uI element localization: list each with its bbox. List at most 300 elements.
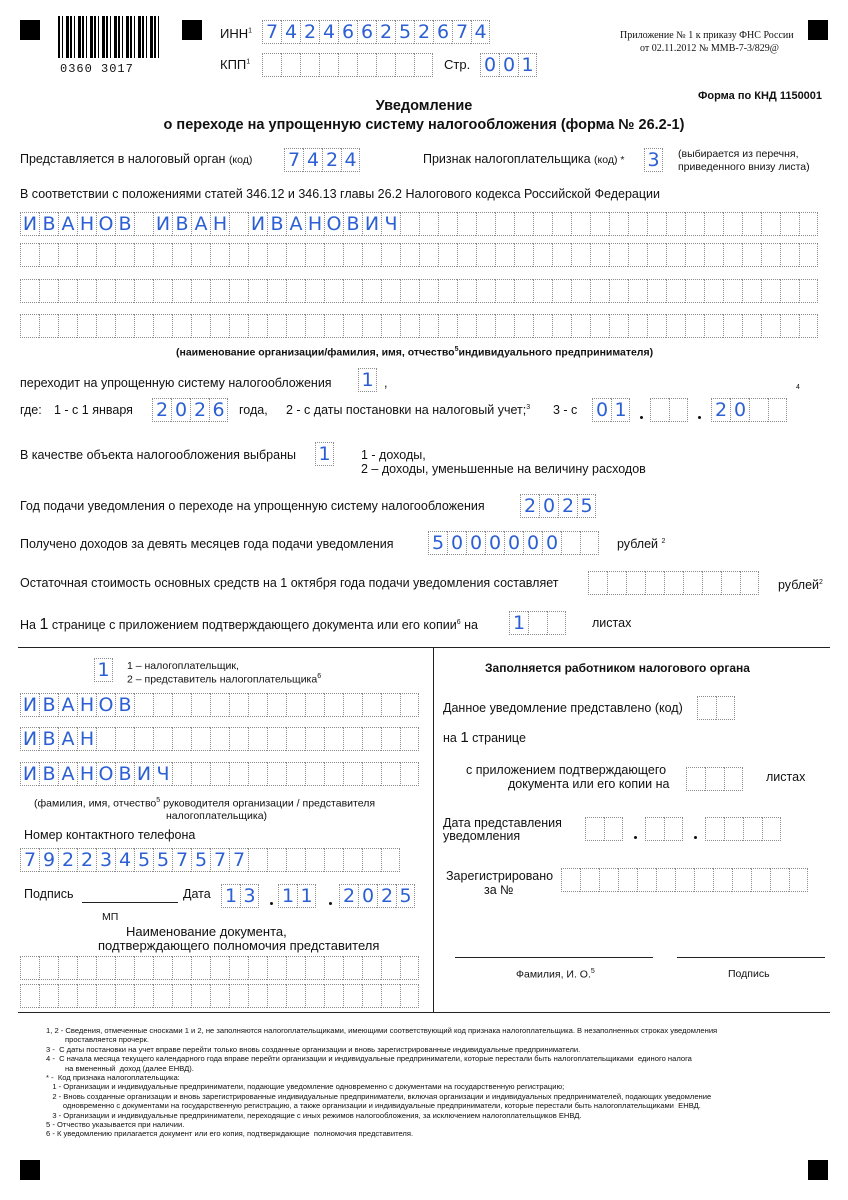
- char-cell[interactable]: 5: [396, 884, 415, 908]
- char-cell[interactable]: В: [39, 693, 58, 717]
- char-cell[interactable]: [533, 243, 552, 267]
- char-cell[interactable]: [305, 848, 324, 872]
- char-cell[interactable]: [400, 314, 419, 338]
- char-cell[interactable]: [39, 279, 58, 303]
- char-cell[interactable]: В: [39, 727, 58, 751]
- char-cell[interactable]: [134, 956, 153, 980]
- char-cell[interactable]: [419, 243, 438, 267]
- char-cell[interactable]: Н: [210, 212, 229, 236]
- char-cell[interactable]: [381, 279, 400, 303]
- char-cell[interactable]: [229, 243, 248, 267]
- char-cell[interactable]: [172, 279, 191, 303]
- month-field[interactable]: [650, 398, 688, 422]
- char-cell[interactable]: [685, 212, 704, 236]
- char-cell[interactable]: [191, 956, 210, 980]
- char-cell[interactable]: 1: [94, 658, 113, 682]
- page-number-field[interactable]: [480, 53, 537, 77]
- char-cell[interactable]: [20, 956, 39, 980]
- char-cell[interactable]: [191, 314, 210, 338]
- char-cell[interactable]: [324, 848, 343, 872]
- char-cell[interactable]: [400, 279, 419, 303]
- char-cell[interactable]: Н: [77, 693, 96, 717]
- char-cell[interactable]: [319, 53, 338, 77]
- char-cell[interactable]: [305, 693, 324, 717]
- char-cell[interactable]: [716, 696, 735, 720]
- char-cell[interactable]: [362, 848, 381, 872]
- char-cell[interactable]: [666, 212, 685, 236]
- char-cell[interactable]: [362, 727, 381, 751]
- char-cell[interactable]: [77, 314, 96, 338]
- char-cell[interactable]: 1: [611, 398, 630, 422]
- char-cell[interactable]: И: [20, 762, 39, 786]
- char-cell[interactable]: 6: [209, 398, 228, 422]
- char-cell[interactable]: [742, 212, 761, 236]
- char-cell[interactable]: [39, 956, 58, 980]
- char-cell[interactable]: [96, 984, 115, 1008]
- char-cell[interactable]: [58, 314, 77, 338]
- char-cell[interactable]: 4: [303, 148, 322, 172]
- char-cell[interactable]: [395, 53, 414, 77]
- char-cell[interactable]: [438, 243, 457, 267]
- char-cell[interactable]: [286, 848, 305, 872]
- char-cell[interactable]: [39, 314, 58, 338]
- char-cell[interactable]: [724, 767, 743, 791]
- char-cell[interactable]: [324, 314, 343, 338]
- char-cell[interactable]: [721, 571, 740, 595]
- char-cell[interactable]: [324, 727, 343, 751]
- char-cell[interactable]: [495, 243, 514, 267]
- char-cell[interactable]: [742, 243, 761, 267]
- char-cell[interactable]: [647, 243, 666, 267]
- char-cell[interactable]: [286, 956, 305, 980]
- char-cell[interactable]: [248, 693, 267, 717]
- sign-year-field[interactable]: [339, 884, 415, 908]
- char-cell[interactable]: [210, 727, 229, 751]
- char-cell[interactable]: [762, 817, 781, 841]
- char-cell[interactable]: [248, 984, 267, 1008]
- office-code-field[interactable]: [697, 696, 735, 720]
- char-cell[interactable]: [229, 212, 248, 236]
- first-name-field[interactable]: [20, 727, 419, 751]
- char-cell[interactable]: [58, 984, 77, 1008]
- char-cell[interactable]: [210, 762, 229, 786]
- char-cell[interactable]: [324, 279, 343, 303]
- char-cell[interactable]: [362, 956, 381, 980]
- char-cell[interactable]: [324, 956, 343, 980]
- char-cell[interactable]: [742, 314, 761, 338]
- char-cell[interactable]: [476, 279, 495, 303]
- char-cell[interactable]: [343, 727, 362, 751]
- char-cell[interactable]: [547, 611, 566, 635]
- char-cell[interactable]: [229, 984, 248, 1008]
- char-cell[interactable]: [134, 727, 153, 751]
- char-cell[interactable]: [39, 243, 58, 267]
- char-cell[interactable]: [571, 314, 590, 338]
- char-cell[interactable]: [96, 727, 115, 751]
- char-cell[interactable]: [400, 956, 419, 980]
- char-cell[interactable]: [704, 279, 723, 303]
- char-cell[interactable]: [362, 762, 381, 786]
- char-cell[interactable]: [357, 53, 376, 77]
- char-cell[interactable]: Н: [305, 212, 324, 236]
- char-cell[interactable]: 5: [191, 848, 210, 872]
- char-cell[interactable]: [20, 279, 39, 303]
- char-cell[interactable]: [381, 956, 400, 980]
- char-cell[interactable]: [438, 279, 457, 303]
- doc-row[interactable]: [20, 984, 419, 1008]
- surname-field[interactable]: [20, 693, 419, 717]
- char-cell[interactable]: 0: [171, 398, 190, 422]
- char-cell[interactable]: [115, 984, 134, 1008]
- char-cell[interactable]: [495, 212, 514, 236]
- char-cell[interactable]: Н: [77, 212, 96, 236]
- char-cell[interactable]: [210, 279, 229, 303]
- char-cell[interactable]: [172, 762, 191, 786]
- sign-day-field[interactable]: [221, 884, 259, 908]
- char-cell[interactable]: [210, 956, 229, 980]
- char-cell[interactable]: [514, 279, 533, 303]
- char-cell[interactable]: 0: [499, 53, 518, 77]
- char-cell[interactable]: [552, 243, 571, 267]
- char-cell[interactable]: [742, 279, 761, 303]
- signer-type-field[interactable]: [94, 658, 113, 682]
- char-cell[interactable]: [267, 762, 286, 786]
- char-cell[interactable]: [723, 212, 742, 236]
- char-cell[interactable]: 2: [377, 884, 396, 908]
- office-month-field[interactable]: [645, 817, 683, 841]
- char-cell[interactable]: 0: [485, 531, 504, 555]
- char-cell[interactable]: [533, 212, 552, 236]
- char-cell[interactable]: 0: [539, 494, 558, 518]
- char-cell[interactable]: [338, 53, 357, 77]
- char-cell[interactable]: [381, 762, 400, 786]
- char-cell[interactable]: В: [172, 212, 191, 236]
- char-cell[interactable]: [376, 53, 395, 77]
- char-cell[interactable]: [324, 984, 343, 1008]
- char-cell[interactable]: В: [267, 212, 286, 236]
- char-cell[interactable]: 2: [190, 398, 209, 422]
- char-cell[interactable]: [115, 314, 134, 338]
- char-cell[interactable]: [300, 53, 319, 77]
- char-cell[interactable]: В: [39, 762, 58, 786]
- char-cell[interactable]: [476, 314, 495, 338]
- char-cell[interactable]: [414, 53, 433, 77]
- char-cell[interactable]: [686, 767, 705, 791]
- char-cell[interactable]: Ч: [153, 762, 172, 786]
- char-cell[interactable]: [457, 243, 476, 267]
- char-cell[interactable]: 5: [134, 848, 153, 872]
- char-cell[interactable]: [248, 727, 267, 751]
- char-cell[interactable]: 2: [152, 398, 171, 422]
- tax-org-code-field[interactable]: [284, 148, 360, 172]
- char-cell[interactable]: [685, 279, 704, 303]
- char-cell[interactable]: [305, 314, 324, 338]
- char-cell[interactable]: [305, 984, 324, 1008]
- char-cell[interactable]: О: [96, 693, 115, 717]
- char-cell[interactable]: [552, 212, 571, 236]
- char-cell[interactable]: 6: [357, 20, 376, 44]
- char-cell[interactable]: 2: [558, 494, 577, 518]
- char-cell[interactable]: 7: [262, 20, 281, 44]
- char-cell[interactable]: [552, 314, 571, 338]
- char-cell[interactable]: [343, 984, 362, 1008]
- char-cell[interactable]: 4: [341, 148, 360, 172]
- char-cell[interactable]: [381, 243, 400, 267]
- char-cell[interactable]: [229, 727, 248, 751]
- char-cell[interactable]: [267, 956, 286, 980]
- char-cell[interactable]: [514, 314, 533, 338]
- char-cell[interactable]: [400, 762, 419, 786]
- char-cell[interactable]: [381, 314, 400, 338]
- char-cell[interactable]: А: [58, 693, 77, 717]
- char-cell[interactable]: [362, 314, 381, 338]
- char-cell[interactable]: И: [20, 212, 39, 236]
- char-cell[interactable]: [740, 571, 759, 595]
- char-cell[interactable]: [96, 279, 115, 303]
- char-cell[interactable]: [571, 243, 590, 267]
- char-cell[interactable]: 3: [644, 148, 663, 172]
- char-cell[interactable]: [599, 868, 618, 892]
- taxpayer-sign-field[interactable]: [644, 148, 663, 172]
- char-cell[interactable]: О: [96, 762, 115, 786]
- char-cell[interactable]: 7: [452, 20, 471, 44]
- char-cell[interactable]: 5: [428, 531, 447, 555]
- char-cell[interactable]: 2: [322, 148, 341, 172]
- char-cell[interactable]: 1: [278, 884, 297, 908]
- char-cell[interactable]: [210, 243, 229, 267]
- char-cell[interactable]: [528, 611, 547, 635]
- char-cell[interactable]: 0: [480, 53, 499, 77]
- char-cell[interactable]: О: [96, 212, 115, 236]
- char-cell[interactable]: 3: [240, 884, 259, 908]
- char-cell[interactable]: [267, 314, 286, 338]
- char-cell[interactable]: 4: [319, 20, 338, 44]
- office-year-field[interactable]: [705, 817, 781, 841]
- char-cell[interactable]: [704, 243, 723, 267]
- char-cell[interactable]: [262, 53, 281, 77]
- char-cell[interactable]: [362, 984, 381, 1008]
- char-cell[interactable]: Н: [77, 762, 96, 786]
- char-cell[interactable]: [780, 279, 799, 303]
- char-cell[interactable]: [749, 398, 768, 422]
- char-cell[interactable]: 1: [358, 368, 377, 392]
- char-cell[interactable]: [697, 696, 716, 720]
- char-cell[interactable]: [669, 398, 688, 422]
- char-cell[interactable]: [58, 956, 77, 980]
- char-cell[interactable]: 7: [20, 848, 39, 872]
- char-cell[interactable]: [704, 212, 723, 236]
- char-cell[interactable]: [645, 571, 664, 595]
- char-cell[interactable]: [343, 314, 362, 338]
- char-cell[interactable]: [799, 314, 818, 338]
- char-cell[interactable]: [134, 279, 153, 303]
- char-cell[interactable]: [324, 693, 343, 717]
- char-cell[interactable]: [799, 212, 818, 236]
- char-cell[interactable]: [656, 868, 675, 892]
- char-cell[interactable]: [761, 243, 780, 267]
- char-cell[interactable]: [761, 279, 780, 303]
- char-cell[interactable]: [457, 279, 476, 303]
- doc-row[interactable]: [20, 956, 419, 980]
- char-cell[interactable]: И: [362, 212, 381, 236]
- char-cell[interactable]: [229, 762, 248, 786]
- char-cell[interactable]: [514, 243, 533, 267]
- char-cell[interactable]: [134, 212, 153, 236]
- char-cell[interactable]: [77, 279, 96, 303]
- char-cell[interactable]: [780, 243, 799, 267]
- office-sheets-field[interactable]: [686, 767, 743, 791]
- char-cell[interactable]: 7: [172, 848, 191, 872]
- patronymic-field[interactable]: [20, 762, 419, 786]
- char-cell[interactable]: [267, 848, 286, 872]
- char-cell[interactable]: 4: [115, 848, 134, 872]
- char-cell[interactable]: [647, 314, 666, 338]
- char-cell[interactable]: [618, 868, 637, 892]
- char-cell[interactable]: [305, 279, 324, 303]
- char-cell[interactable]: Н: [77, 727, 96, 751]
- char-cell[interactable]: 7: [210, 848, 229, 872]
- name-row[interactable]: [20, 243, 818, 267]
- char-cell[interactable]: 2: [520, 494, 539, 518]
- char-cell[interactable]: 9: [39, 848, 58, 872]
- char-cell[interactable]: 7: [284, 148, 303, 172]
- filing-year-field[interactable]: [520, 494, 596, 518]
- char-cell[interactable]: [590, 243, 609, 267]
- char-cell[interactable]: 1: [509, 611, 528, 635]
- char-cell[interactable]: [172, 693, 191, 717]
- char-cell[interactable]: [134, 984, 153, 1008]
- char-cell[interactable]: [770, 868, 789, 892]
- char-cell[interactable]: А: [191, 212, 210, 236]
- char-cell[interactable]: [588, 571, 607, 595]
- char-cell[interactable]: [172, 727, 191, 751]
- char-cell[interactable]: [666, 314, 685, 338]
- char-cell[interactable]: [683, 571, 702, 595]
- char-cell[interactable]: [571, 279, 590, 303]
- char-cell[interactable]: [585, 817, 604, 841]
- char-cell[interactable]: И: [20, 727, 39, 751]
- char-cell[interactable]: А: [58, 212, 77, 236]
- char-cell[interactable]: 0: [358, 884, 377, 908]
- char-cell[interactable]: 5: [577, 494, 596, 518]
- char-cell[interactable]: 7: [229, 848, 248, 872]
- char-cell[interactable]: И: [134, 762, 153, 786]
- char-cell[interactable]: [799, 243, 818, 267]
- char-cell[interactable]: [780, 212, 799, 236]
- char-cell[interactable]: [96, 243, 115, 267]
- char-cell[interactable]: [210, 693, 229, 717]
- char-cell[interactable]: [134, 314, 153, 338]
- char-cell[interactable]: [457, 212, 476, 236]
- char-cell[interactable]: [115, 279, 134, 303]
- char-cell[interactable]: 2: [376, 20, 395, 44]
- char-cell[interactable]: [343, 956, 362, 980]
- char-cell[interactable]: 4: [281, 20, 300, 44]
- char-cell[interactable]: [400, 212, 419, 236]
- char-cell[interactable]: [229, 279, 248, 303]
- char-cell[interactable]: [724, 817, 743, 841]
- char-cell[interactable]: [626, 571, 645, 595]
- char-cell[interactable]: 0: [592, 398, 611, 422]
- char-cell[interactable]: [305, 727, 324, 751]
- char-cell[interactable]: [172, 243, 191, 267]
- char-cell[interactable]: [96, 956, 115, 980]
- char-cell[interactable]: [229, 314, 248, 338]
- char-cell[interactable]: [590, 314, 609, 338]
- name-row[interactable]: [20, 279, 818, 303]
- transition-field[interactable]: [358, 368, 377, 392]
- object-field[interactable]: [315, 442, 334, 466]
- char-cell[interactable]: [705, 817, 724, 841]
- name-row[interactable]: [20, 212, 818, 236]
- char-cell[interactable]: 2: [414, 20, 433, 44]
- char-cell[interactable]: [694, 868, 713, 892]
- char-cell[interactable]: 0: [466, 531, 485, 555]
- char-cell[interactable]: [607, 571, 626, 595]
- char-cell[interactable]: 2: [339, 884, 358, 908]
- char-cell[interactable]: 6: [433, 20, 452, 44]
- income-field[interactable]: [428, 531, 599, 555]
- char-cell[interactable]: [768, 398, 787, 422]
- char-cell[interactable]: 0: [523, 531, 542, 555]
- char-cell[interactable]: [77, 984, 96, 1008]
- char-cell[interactable]: В: [115, 212, 134, 236]
- char-cell[interactable]: [362, 693, 381, 717]
- char-cell[interactable]: [400, 727, 419, 751]
- char-cell[interactable]: И: [248, 212, 267, 236]
- char-cell[interactable]: [381, 727, 400, 751]
- char-cell[interactable]: [20, 243, 39, 267]
- char-cell[interactable]: [267, 727, 286, 751]
- char-cell[interactable]: [561, 531, 580, 555]
- day-field[interactable]: [592, 398, 630, 422]
- char-cell[interactable]: А: [58, 727, 77, 751]
- char-cell[interactable]: 2: [77, 848, 96, 872]
- char-cell[interactable]: 5: [395, 20, 414, 44]
- char-cell[interactable]: И: [20, 693, 39, 717]
- start-year-field[interactable]: [152, 398, 228, 422]
- char-cell[interactable]: [637, 868, 656, 892]
- office-day-field[interactable]: [585, 817, 623, 841]
- char-cell[interactable]: [743, 817, 762, 841]
- char-cell[interactable]: [58, 279, 77, 303]
- char-cell[interactable]: [20, 984, 39, 1008]
- char-cell[interactable]: [604, 817, 623, 841]
- char-cell[interactable]: [685, 314, 704, 338]
- char-cell[interactable]: [732, 868, 751, 892]
- char-cell[interactable]: [381, 984, 400, 1008]
- char-cell[interactable]: [704, 314, 723, 338]
- char-cell[interactable]: [58, 243, 77, 267]
- char-cell[interactable]: 0: [730, 398, 749, 422]
- char-cell[interactable]: [286, 243, 305, 267]
- char-cell[interactable]: [580, 531, 599, 555]
- char-cell[interactable]: [400, 984, 419, 1008]
- char-cell[interactable]: И: [153, 212, 172, 236]
- char-cell[interactable]: [286, 762, 305, 786]
- char-cell[interactable]: [267, 243, 286, 267]
- char-cell[interactable]: [153, 727, 172, 751]
- phone-field[interactable]: [20, 848, 400, 872]
- char-cell[interactable]: [343, 762, 362, 786]
- char-cell[interactable]: [286, 984, 305, 1008]
- char-cell[interactable]: [761, 314, 780, 338]
- char-cell[interactable]: [664, 817, 683, 841]
- char-cell[interactable]: [400, 693, 419, 717]
- char-cell[interactable]: [609, 314, 628, 338]
- char-cell[interactable]: [609, 279, 628, 303]
- char-cell[interactable]: [134, 243, 153, 267]
